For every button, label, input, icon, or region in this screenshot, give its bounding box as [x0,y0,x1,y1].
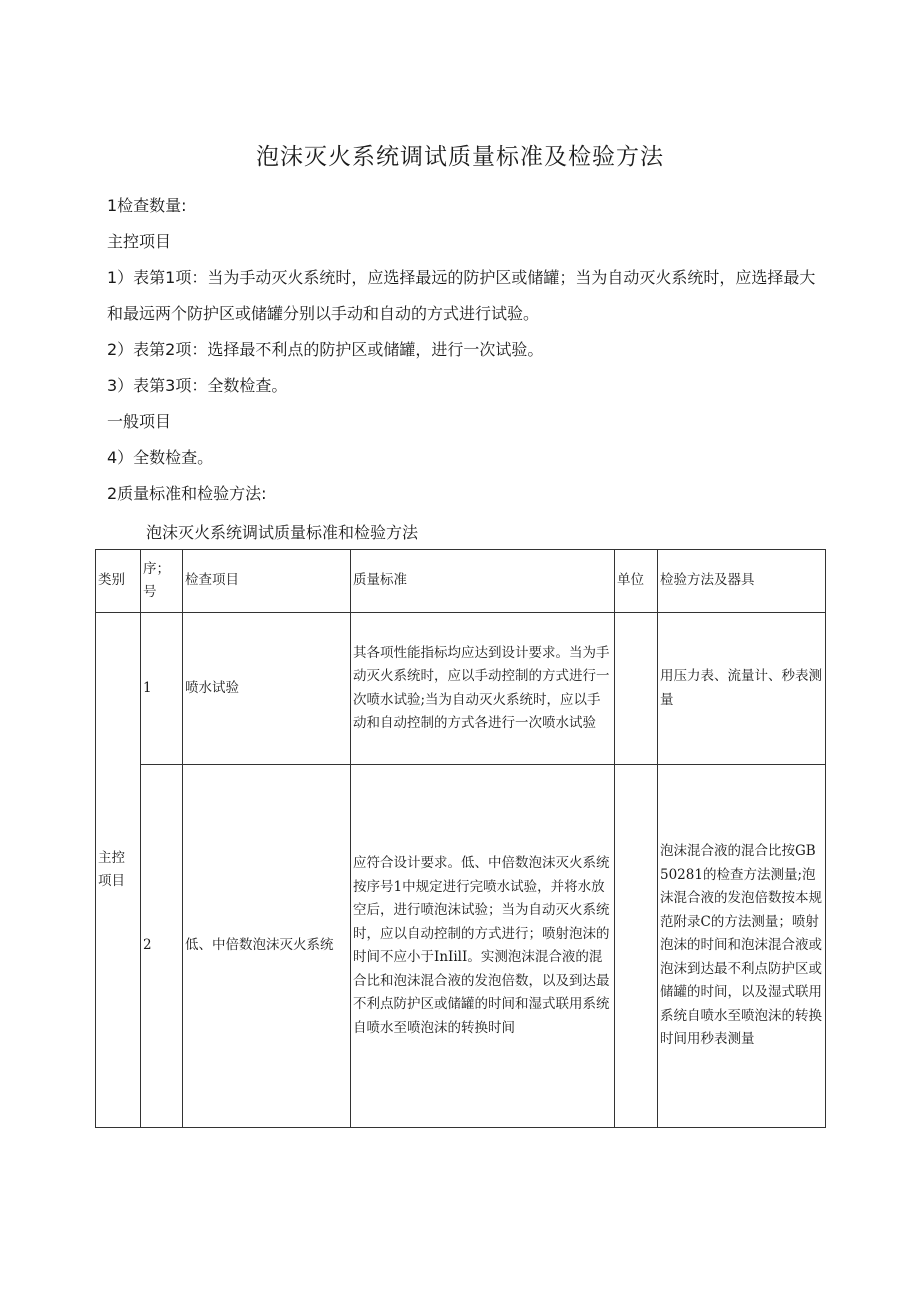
table-row [96,765,826,1128]
row-unit [615,613,658,765]
header-seq: 序；号 [141,550,183,613]
main-items-label: 主控项目 [107,232,172,251]
row-standard: 应符合设计要求。低、中倍数泡沫灭火系统按序号1中规定进行完喷水试验，并将水放空后，进行喷泡沫试验；当为自动灭火系统时，应以自动控制的方式进行；喷射泡沫的时间不应小于InIilI。实测泡沫混合液的混合比和泡沫混合液的发泡倍数，以及到达最不利点防护区或储罐的时间和湿式联用系统自喷水至喷泡沫的转换时间 [351,765,615,1128]
row-unit [615,765,658,1128]
row-method: 用压力表、流量计、秒表测量 [658,613,826,765]
item1-text: 1）表第1项：当为手动灭火系统时，应选择最远的防护区或储罐；当为自动灭火系统时，应选择最大和最远两个防护区或储罐分别以手动和自动的方式进行试验。 [107,268,816,323]
item4-text: 4）全数检查。 [107,448,214,467]
category-cell: 主控项目 [96,613,141,1128]
item3-text: 3）表第3项：全数检查。 [107,376,288,395]
row-item: 喷水试验 [183,613,351,765]
row-item: 低、中倍数泡沫灭火系统 [183,765,351,1128]
body-text [107,188,827,512]
row-seq: 2 [141,765,183,1128]
general-items-label: 一般项目 [107,412,172,431]
table-header-row [96,550,826,613]
header-method: 检验方法及器具 [658,550,826,613]
table-caption: 泡沫灭火系统调试质量标准和检验方法 [146,523,419,542]
section2-heading: 2质量标准和检验方法: [107,484,267,503]
page-title: 泡沫灭火系统调试质量标准及检验方法 [256,144,664,170]
header-item: 检查项目 [183,550,351,613]
table-row [96,613,826,765]
row-standard: 其各项性能指标均应达到设计要求。当为手动灭火系统时，应以手动控制的方式进行一次喷水试验;当为自动灭火系统时，应以手动和自动控制的方式各进行一次喷水试验 [351,613,615,765]
header-standard: 质量标准 [351,550,615,613]
row-method: 泡沫混合液的混合比按GB50281的检查方法测量;泡沫混合液的发泡倍数按本规范附录C的方法测量；喷射泡沫的时间和泡沫混合液或泡沫到达最不利点防护区或储罐的时间，以及湿式联用系统自喷水至喷泡沫的转换时间用秒表测量 [658,765,826,1128]
row-seq: 1 [141,613,183,765]
section1-heading: 1检查数量: [107,196,187,215]
header-category: 类别 [96,550,141,613]
header-unit: 单位 [615,550,658,613]
quality-standard-table [95,549,826,1128]
item2-text: 2）表第2项：选择最不利点的防护区或储罐，进行一次试验。 [107,340,544,359]
